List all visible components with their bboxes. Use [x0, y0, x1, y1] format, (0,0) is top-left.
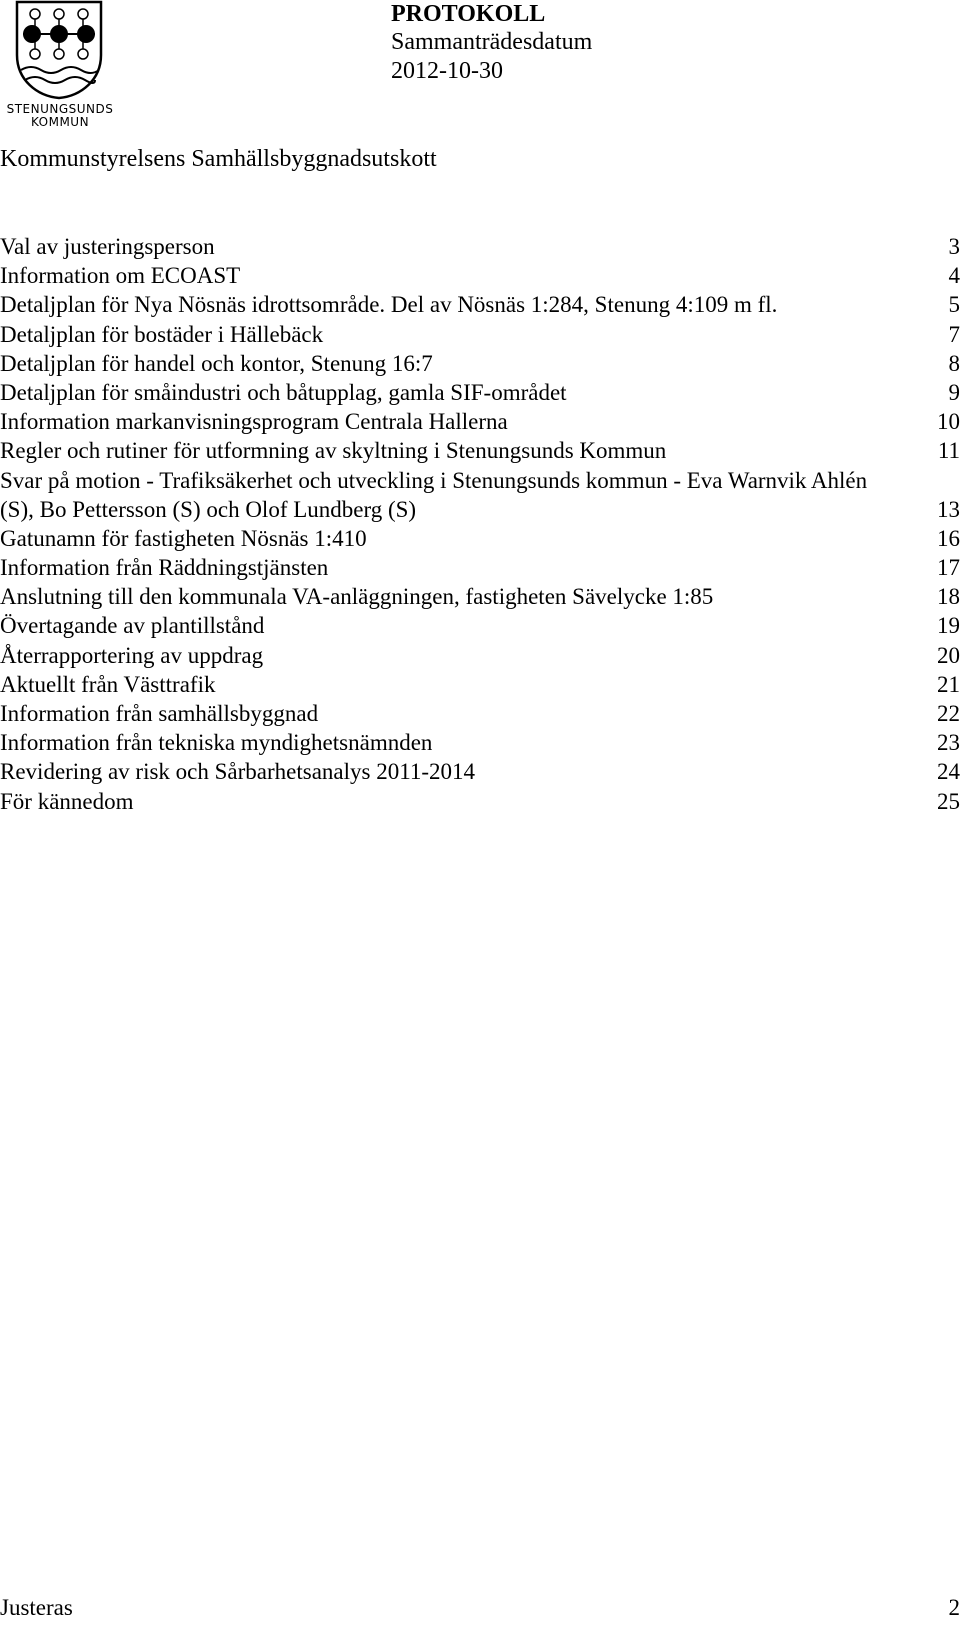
- footer-page-number: 2: [948, 1595, 960, 1620]
- toc-item-title: Val av justeringsperson: [0, 234, 215, 259]
- meeting-date: 2012-10-30: [391, 58, 503, 84]
- toc-item-title: Gatunamn för fastigheten Nösnäs 1:410: [0, 525, 367, 551]
- coat-of-arms-icon: [15, 0, 105, 100]
- logo-line-1: STENUNGSUNDS: [6, 102, 114, 116]
- toc-item: [0, 553, 960, 582]
- toc-item: [0, 582, 960, 611]
- toc-item: [0, 232, 960, 261]
- toc-item-page: 4: [948, 263, 960, 289]
- toc-item-title: Anslutning till den kommunala VA-anläggningen, fastigheten Sävelycke 1:85: [0, 584, 714, 610]
- toc-item-page: 21: [937, 671, 960, 697]
- table-of-contents: [0, 232, 960, 816]
- toc-item-title: Återrapportering av uppdrag: [0, 642, 264, 668]
- toc-item: [0, 670, 960, 699]
- toc-item-title: Information från samhällsbyggnad: [0, 701, 319, 727]
- toc-item-page: 20: [937, 642, 960, 668]
- toc-item: [0, 787, 960, 816]
- toc-item-page: 19: [937, 613, 960, 639]
- toc-item-title: För kännedom: [0, 788, 134, 814]
- toc-item-page: 3: [948, 233, 960, 259]
- toc-item: [0, 407, 960, 436]
- toc-item: [0, 757, 960, 786]
- toc-item-title: Övertagande av plantillstånd: [0, 613, 265, 639]
- toc-item-title: Information från tekniska myndighetsnämnden: [0, 730, 433, 756]
- toc-item: [0, 524, 960, 553]
- toc-item-title: Svar på motion - Trafiksäkerhet och utveckling i Stenungsunds kommun - Eva Warnvik Ahlén (S), Bo Pettersson (S) och Olof Lundberg (S): [0, 467, 868, 522]
- toc-item: [0, 290, 960, 319]
- toc-item-title: Information om ECOAST: [0, 263, 241, 289]
- toc-item-title: Detaljplan för småindustri och båtupplag, gamla SIF-området: [0, 379, 567, 405]
- toc-item-page: 24: [937, 759, 960, 785]
- toc-item-page: 8: [948, 350, 960, 376]
- toc-item: [0, 320, 960, 349]
- meeting-date-label: Sammanträdesdatum: [391, 29, 593, 55]
- toc-item: [0, 466, 960, 524]
- toc-item-page: 11: [937, 438, 960, 464]
- document-type: PROTOKOLL: [391, 1, 546, 27]
- toc-item-page: 18: [937, 584, 960, 610]
- toc-item-page: 10: [937, 409, 960, 435]
- toc-item-page: 9: [948, 379, 960, 405]
- toc-item: [0, 699, 960, 728]
- toc-item-title: Detaljplan för handel och kontor, Stenung 16:7: [0, 350, 433, 376]
- toc-item-title: Information markanvisningsprogram Centrala Hallerna: [0, 409, 508, 435]
- municipality-logo: [0, 0, 120, 132]
- toc-item-page: 25: [937, 788, 960, 814]
- toc-item-title: Revidering av risk och Sårbarhetsanalys 2011-2014: [0, 759, 476, 785]
- toc-item-title: Detaljplan för bostäder i Hällebäck: [0, 321, 324, 347]
- toc-item: [0, 261, 960, 290]
- toc-item: [0, 641, 960, 670]
- toc-item-page: 13: [937, 496, 960, 522]
- toc-item-title: Detaljplan för Nya Nösnäs idrottsområde. Del av Nösnäs 1:284, Stenung 4:109 m fl.: [0, 292, 778, 318]
- toc-item-page: 7: [948, 321, 960, 347]
- toc-item-title: Aktuellt från Västtrafik: [0, 671, 216, 697]
- toc-item-page: 5: [948, 292, 960, 318]
- toc-item: [0, 349, 960, 378]
- toc-item-page: 17: [937, 555, 960, 581]
- toc-item: [0, 611, 960, 640]
- toc-item-title: Regler och rutiner för utformning av skyltning i Stenungsunds Kommun: [0, 438, 667, 464]
- toc-item-page: 23: [937, 730, 960, 756]
- toc-item-title: Information från Räddningstjänsten: [0, 555, 329, 581]
- toc-item: [0, 436, 960, 465]
- toc-item: [0, 378, 960, 407]
- toc-item-page: 16: [937, 525, 960, 551]
- toc-item-page: 22: [937, 701, 960, 726]
- toc-item: [0, 728, 960, 757]
- document-header: [391, 0, 592, 86]
- committee-name: Kommunstyrelsens Samhällsbyggnadsutskott: [0, 146, 437, 172]
- logo-line-2: KOMMUN: [30, 115, 90, 129]
- footer-justeras-label: Justeras: [0, 1595, 73, 1620]
